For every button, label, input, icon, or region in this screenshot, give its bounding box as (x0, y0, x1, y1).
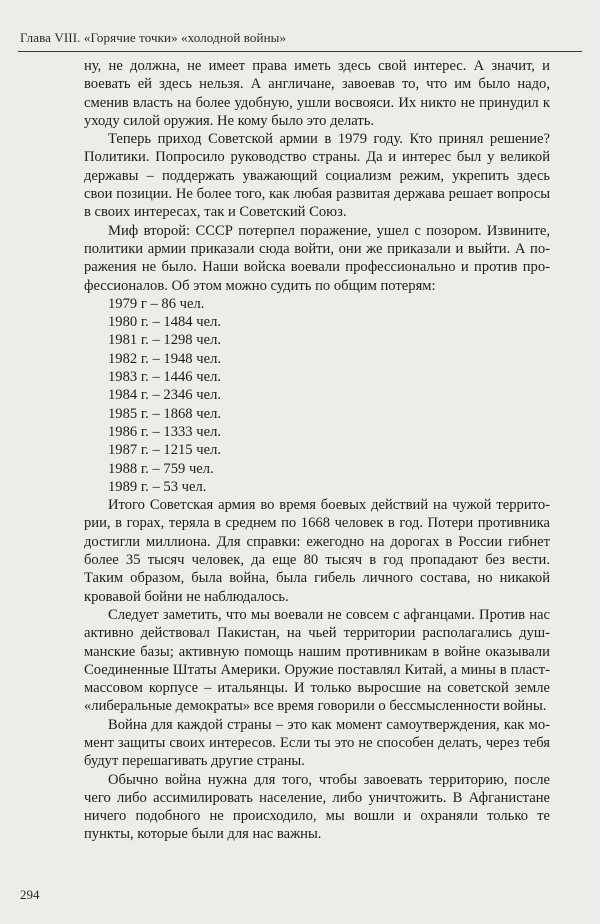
paragraph: Обычно война нужна для того, чтобы завоевать территорию, после чего либо ассимилировать население, либо уничтожить. В Афганистане ничего подобного не происходило, мы вошли и охраняли только те пункты, которые были для нас важны. (84, 771, 550, 843)
losses-list-item: 1982 г. – 1948 чел. (108, 350, 222, 367)
body-text (84, 57, 550, 844)
losses-list-item: 1989 г. – 53 чел. (108, 478, 207, 495)
running-head: Глава VIII. «Горячие точки» «холодной войны» (20, 30, 287, 45)
losses-list-item: 1983 г. – 1446 чел. (108, 369, 222, 386)
losses-list-item: 1988 г. – 759 чел. (108, 460, 214, 477)
losses-list-item: 1981 г. – 1298 чел. (108, 332, 222, 349)
paragraph: Следует заметить, что мы воевали не совсем с афганцами. Против нас активно действовал Пакистан, на чьей территории располагались душманские базы; активную помощь нашим противникам в войне оказывали Соединенные Штаты Америки. Оружие поставлял Китай, а мины в пластмассовом корпусе – итальянцы. И только выросшие на советской земле «либеральные демократы» все время говорили о бессмысленности войны. (84, 606, 550, 715)
paragraph: Миф второй: СССР потерпел поражение, ушел с позором. Извините, политики армии приказали сюда войти, они же приказали и выйти. А поражения не было. Наши войска воевали профессионально и против профессионалов. Об этом можно судить по общим потерям: (84, 222, 550, 294)
losses-list-item: 1980 г. – 1484 чел. (108, 314, 222, 331)
header-rule (18, 51, 582, 52)
paragraph-continued: ну, не должна, не имеет права иметь здесь свой интерес. А значит, и воевать ей здесь нельзя. А англичане, завоевав то, что им было надо, сменив власть на более удобную, ушли восвояси. Их никто не принудил к уходу силой оружия. Не кому было это делать. (84, 58, 550, 129)
paragraph: Итого Советская армия во время боевых действий на чужой территории, в горах, теряла в среднем по 1668 человек в год. Потери противника достигли миллиона. Для справки: ежегодно на дорогах в России гибнет более 35 тысяч человек, да еще 80 тысяч в год пропадают без вести. Таким образом, была война, была гибель личного состава, но никакой кровавой бойни не наблюдалось. (84, 497, 550, 605)
losses-by-year-list (84, 295, 550, 496)
page-number: 294 (20, 887, 40, 902)
paragraph: Война для каждой страны – это как момент самоутверждения, как момент защиты своих интересов. Если ты это не способен делать, через тебя будут перешагивать другие страны. (84, 716, 550, 770)
losses-list-item: 1984 г. – 2346 чел. (108, 387, 222, 404)
losses-list-item: 1985 г. – 1868 чел. (108, 405, 222, 422)
losses-list-item: 1979 г – 86 чел. (108, 295, 205, 312)
losses-list-item: 1987 г. – 1215 чел. (108, 442, 222, 459)
losses-list-item: 1986 г. – 1333 чел. (108, 423, 222, 440)
paragraph: Теперь приход Советской армии в 1979 году. Кто принял решение? Политики. Попросило руководство страны. Да и интерес был у великой державы – поддержать уважающий социализм режим, укрепить здесь свои позиции. Не более того, как любая развитая держава решает вопросы в своих интересах, так и Советский Союз. (84, 131, 550, 221)
